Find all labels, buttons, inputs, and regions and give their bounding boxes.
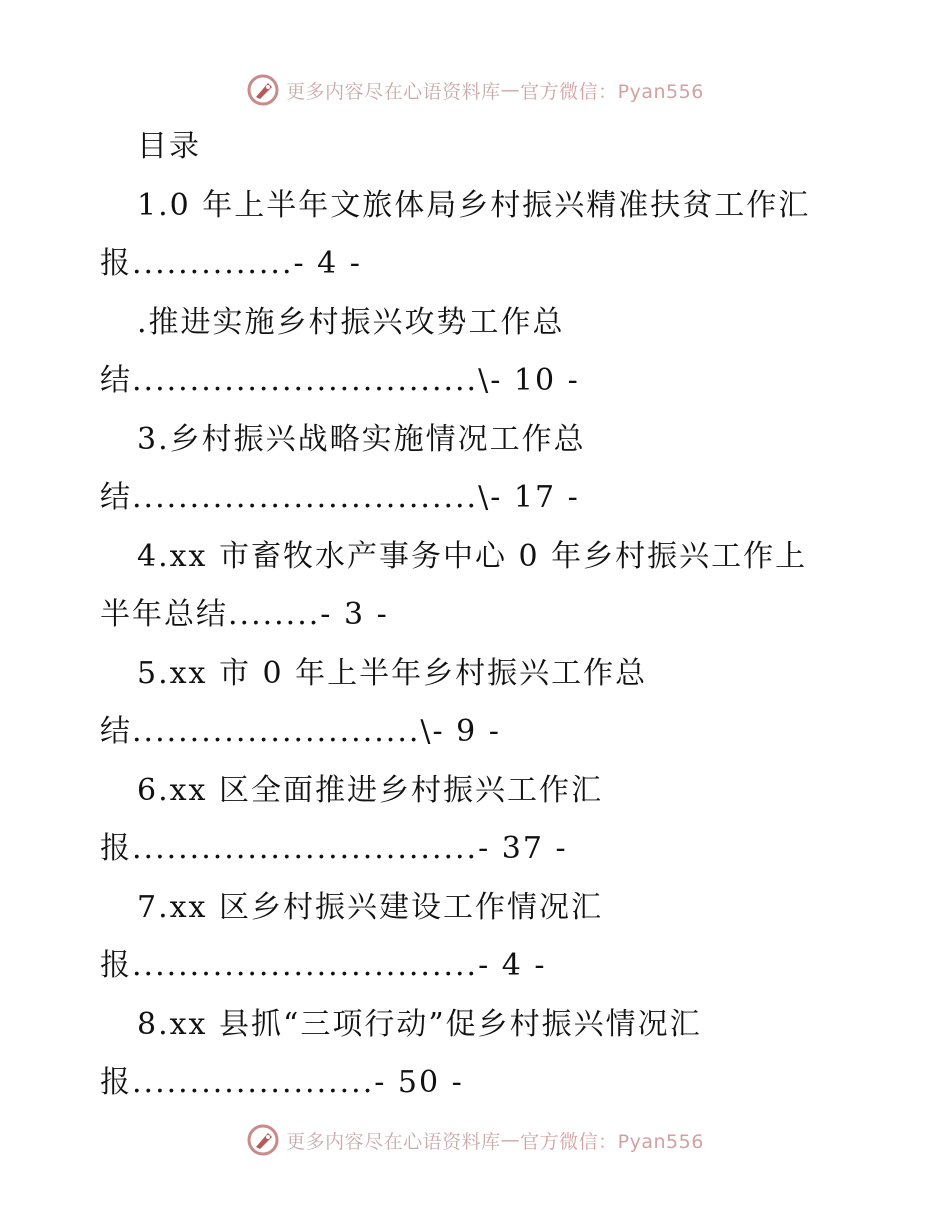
watermark-contact-text: 官方微信：Pyan556: [520, 1130, 704, 1153]
toc-line: 报..............................- 37 -: [100, 831, 568, 866]
toc-line: 8.xx 县抓“三项行动”促乡村振兴情况汇: [137, 1006, 702, 1042]
toc-line: 1.0 年上半年文旅体局乡村振兴精准扶贫工作汇: [137, 187, 811, 223]
toc-line: 报.....................- 50 -: [100, 1065, 464, 1100]
pen-nib-logo-icon: [246, 73, 280, 107]
toc-line: 4.xx 市畜牧水产事务中心 0 年乡村振兴工作上: [137, 538, 808, 574]
toc-line: 报..............- 4 -: [100, 246, 362, 281]
table-of-contents: [100, 118, 880, 1113]
watermark-site-text: 更多内容尽在心语资料库: [286, 1130, 501, 1153]
toc-line: 5.xx 市 0 年上半年乡村振兴工作总: [137, 655, 648, 691]
toc-line: 报..............................- 4 -: [100, 948, 547, 983]
toc-heading: 目录: [137, 129, 201, 164]
toc-line: 结..............................\- 10 -: [100, 363, 580, 398]
toc-line: 7.xx 区乡村振兴建设工作情况汇: [137, 889, 603, 925]
pen-nib-logo-icon: [246, 1123, 280, 1157]
watermark-site-text: 更多内容尽在心语资料库: [286, 80, 501, 103]
toc-line: 半年总结........- 3 -: [100, 597, 389, 632]
watermark-dash: —: [500, 79, 521, 101]
watermark-contact-text: 官方微信：Pyan556: [520, 80, 704, 103]
toc-line: 6.xx 区全面推进乡村振兴工作汇: [137, 772, 603, 808]
toc-line: 结..............................\- 17 -: [100, 480, 580, 515]
footer-watermark: [0, 1120, 950, 1160]
watermark-dash: —: [500, 1129, 521, 1151]
header-watermark: [0, 70, 950, 110]
toc-line: 结.........................\- 9 -: [100, 714, 501, 749]
toc-line: .推进实施乡村振兴攻势工作总: [137, 304, 565, 340]
toc-line: 3.乡村振兴战略实施情况工作总: [137, 421, 586, 457]
